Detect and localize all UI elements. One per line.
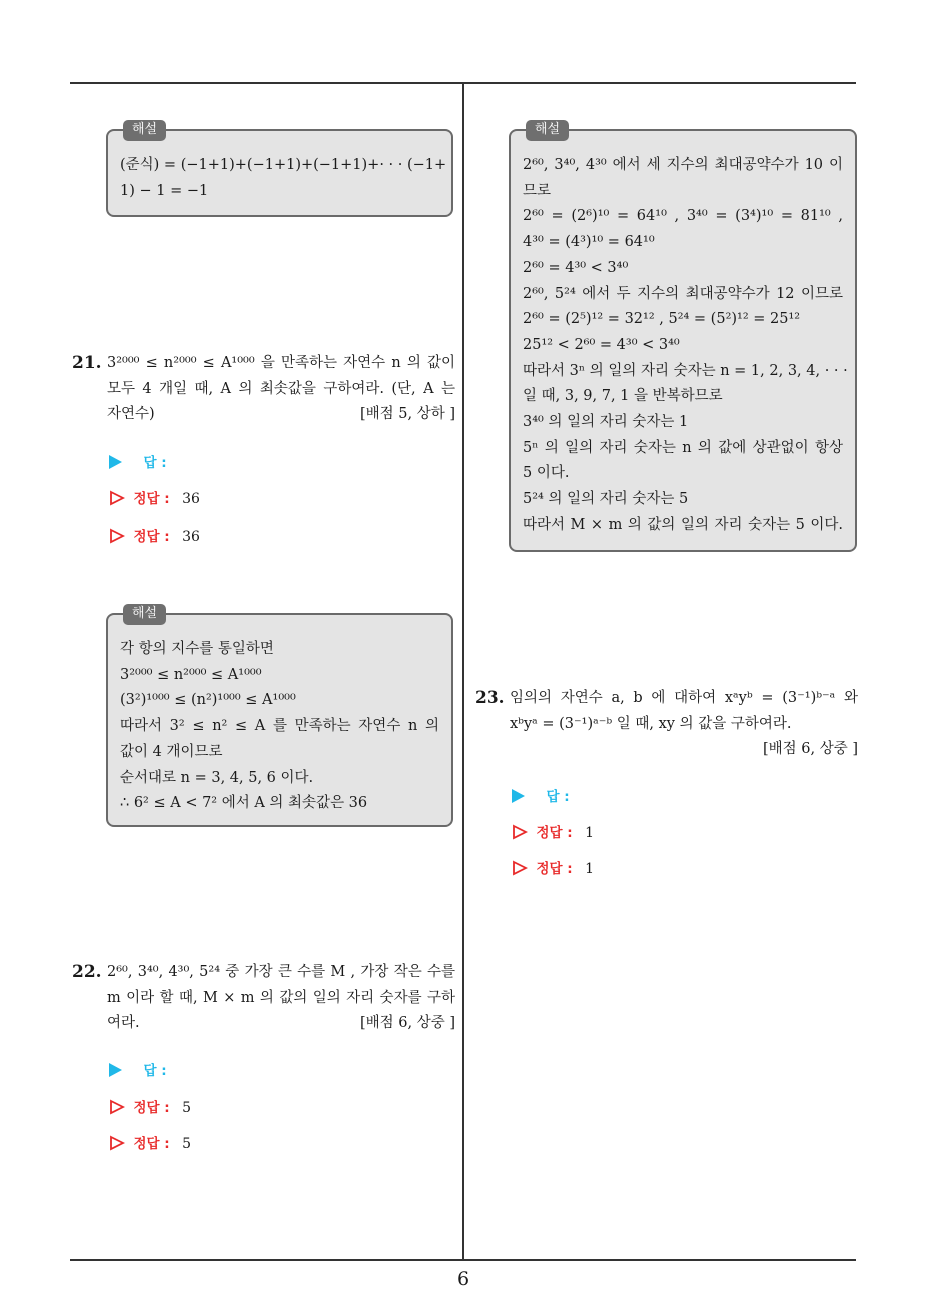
solution-line: 5²⁴ 의 일의 자리 숫자는 5: [523, 491, 689, 508]
page-number: 6: [456, 1268, 470, 1290]
solution-line: 2⁶⁰ = 4³⁰ < 3⁴⁰: [523, 259, 629, 276]
question-number: 23.: [475, 688, 505, 708]
correct-value: 5: [182, 1136, 192, 1152]
solution-label: 해설: [123, 604, 166, 625]
solution-line: 일 때, 3, 9, 7, 1 을 반복하므로: [523, 388, 723, 405]
question-number: 22.: [72, 962, 102, 982]
solution-line: 3²⁰⁰⁰ ≤ n²⁰⁰⁰ ≤ A¹⁰⁰⁰: [120, 666, 262, 683]
correct-arrow-icon: [512, 860, 528, 876]
correct-answer-row: [109, 527, 200, 547]
score-meta: [배점 6, 상중 ]: [359, 1015, 455, 1032]
bottom-rule: [70, 1259, 856, 1261]
correct-arrow-icon: [109, 1135, 125, 1151]
answer-arrow-icon: [512, 789, 525, 803]
solution-line: 2⁶⁰, 3⁴⁰, 4³⁰ 에서 세 지수의 최대공약수가 10 이: [523, 157, 843, 173]
solution-line: 5 이다.: [523, 465, 570, 482]
correct-arrow-icon: [512, 824, 528, 840]
solution-label: 해설: [526, 120, 569, 141]
solution-label: 해설: [123, 120, 166, 141]
correct-answer-row: [512, 823, 594, 843]
question-line: xᵇyᵃ = (3⁻¹)ᵃ⁻ᵇ 일 때, xy 의 값을 구하여라.: [510, 715, 792, 732]
solution-line: ∴ 6² ≤ A < 7² 에서 A 의 최솟값은 36: [120, 795, 368, 812]
question-21: [72, 351, 455, 428]
correct-label: 정답 :: [536, 861, 573, 877]
correct-label: 정답 :: [536, 825, 573, 841]
question-line: 3²⁰⁰⁰ ≤ n²⁰⁰⁰ ≤ A¹⁰⁰⁰ 을 만족하는 자연수 n 의 값이: [107, 355, 455, 371]
solution-box-20: [106, 122, 453, 217]
correct-label: 정답 :: [133, 1100, 170, 1116]
correct-arrow-icon: [109, 528, 125, 544]
score-meta: [배점 6, 상중 ]: [762, 741, 858, 758]
solution-line: 2⁶⁰ = (2⁵)¹² = 32¹² , 5²⁴ = (5²)¹² = 25¹²: [523, 311, 801, 328]
correct-value: 1: [585, 861, 595, 877]
solution-box-21: [106, 606, 453, 827]
solution-line: 따라서 3² ≤ n² ≤ A 를 만족하는 자연수 n 의: [120, 718, 439, 735]
column-divider: [462, 82, 464, 1259]
correct-label: 정답 :: [133, 529, 170, 545]
correct-value: 1: [585, 825, 595, 841]
correct-arrow-icon: [109, 490, 125, 506]
solution-line: 2⁶⁰ = (2⁶)¹⁰ = 64¹⁰ , 3⁴⁰ = (3⁴)¹⁰ = 81¹⁰ ,: [523, 208, 843, 225]
solution-line: 2⁶⁰, 5²⁴ 에서 두 지수의 최대공약수가 12 이므로: [523, 285, 843, 302]
answer-arrow-icon: [109, 455, 122, 469]
solution-line: (3²)¹⁰⁰⁰ ≤ (n²)¹⁰⁰⁰ ≤ A¹⁰⁰⁰: [120, 692, 296, 709]
solution-line: 1) − 1 = −1: [120, 182, 209, 199]
solution-line: 4³⁰ = (4³)¹⁰ = 64¹⁰: [523, 234, 655, 251]
answer-label: 답 :: [546, 789, 570, 805]
answer-label: 답 :: [143, 1063, 167, 1079]
correct-answer-row: [109, 1134, 191, 1154]
score-meta: [배점 5, 상하 ]: [359, 406, 455, 423]
solution-line: 3⁴⁰ 의 일의 자리 숫자는 1: [523, 414, 689, 431]
question-line: 임의의 자연수 a, b 에 대하여 xᵃyᵇ = (3⁻¹)ᵇ⁻ᵃ 와: [510, 690, 858, 706]
answer-arrow-icon: [109, 1063, 122, 1077]
correct-label: 정답 :: [133, 491, 170, 507]
question-line: 모두 4 개일 때, A 의 최솟값을 구하여라. (단, A 는: [107, 380, 455, 397]
solution-line: 각 항의 지수를 통일하면: [120, 641, 274, 657]
question-23: [475, 686, 858, 763]
answer-row: [109, 1061, 175, 1081]
solution-line: 따라서 M × m 의 값의 일의 자리 숫자는 5 이다.: [523, 516, 843, 533]
solution-line: 순서대로 n = 3, 4, 5, 6 이다.: [120, 769, 314, 786]
correct-arrow-icon: [109, 1099, 125, 1115]
solution-box-22: [509, 122, 857, 552]
question-line: 자연수): [107, 406, 155, 423]
question-line: 여라.: [107, 1015, 140, 1032]
question-22: [72, 960, 455, 1037]
correct-answer-row: [512, 859, 594, 879]
solution-line: 25¹² < 2⁶⁰ = 4³⁰ < 3⁴⁰: [523, 336, 680, 353]
correct-answer-row: [109, 1098, 191, 1118]
solution-line: 따라서 3ⁿ 의 일의 자리 숫자는 n = 1, 2, 3, 4, · · ·: [523, 362, 848, 379]
solution-line: 5ⁿ 의 일의 자리 숫자는 n 의 값에 상관없이 항상: [523, 439, 843, 456]
answer-row: [512, 787, 578, 807]
correct-value: 5: [182, 1100, 192, 1116]
answer-row: [109, 453, 175, 473]
correct-value: 36: [182, 529, 200, 545]
solution-line: 므로: [523, 182, 552, 199]
question-number: 21.: [72, 353, 102, 373]
question-line: 2⁶⁰, 3⁴⁰, 4³⁰, 5²⁴ 중 가장 큰 수를 M , 가장 작은 수를: [107, 964, 455, 980]
answer-label: 답 :: [143, 455, 167, 471]
correct-label: 정답 :: [133, 1136, 170, 1152]
solution-line: 값이 4 개이므로: [120, 743, 223, 760]
solution-line: (준식) = (−1+1)+(−1+1)+(−1+1)+· · · (−1+: [120, 157, 447, 173]
question-line: m 이라 할 때, M × m 의 값의 일의 자리 숫자를 구하: [107, 989, 455, 1006]
correct-value: 36: [182, 491, 200, 507]
correct-answer-row: [109, 489, 200, 509]
